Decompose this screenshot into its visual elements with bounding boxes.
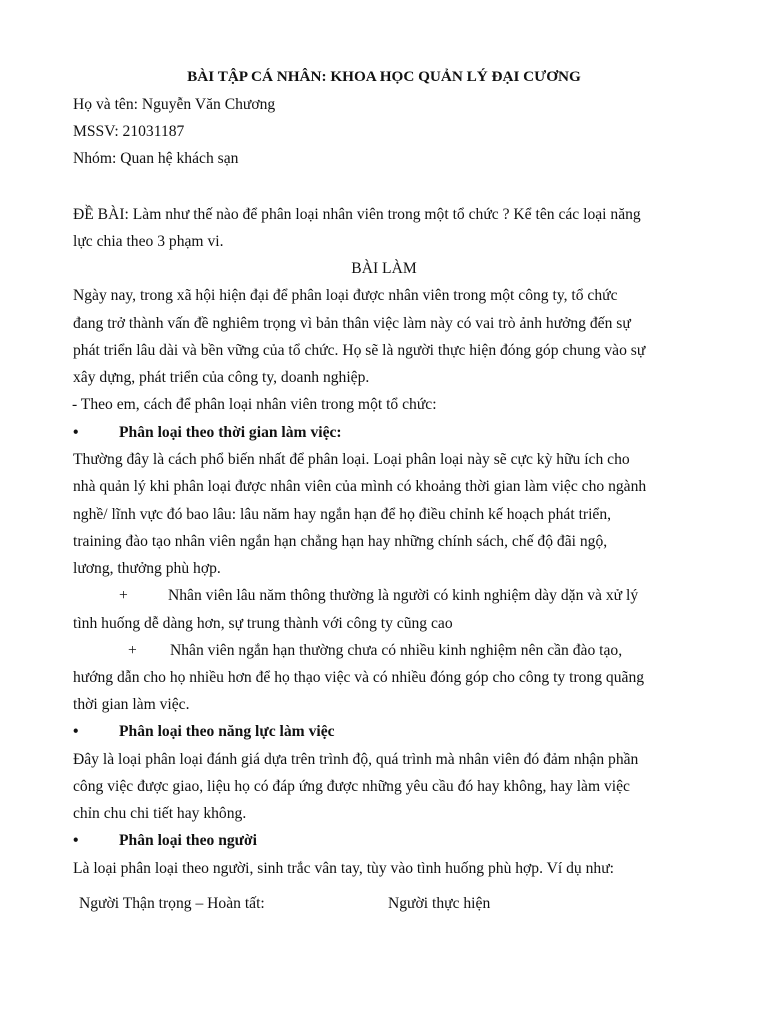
section3-bullet: •: [73, 832, 79, 849]
section2-title: Phân loại theo năng lực làm việc: [119, 723, 335, 740]
document-title: BÀI TẬP CÁ NHÂN: KHOA HỌC QUẢN LÝ ĐẠI CƯƠNG: [187, 68, 581, 85]
type-left-label: Người Thận trọng – Hoàn tất:: [79, 895, 265, 912]
lead-line: - Theo em, cách để phân loại nhân viên trong một tổ chức:: [72, 396, 437, 413]
student-id-line: MSSV: 21031187: [73, 123, 185, 140]
section1-body-line-1: Thường đây là cách phổ biến nhất để phân loại. Loại phân loại này sẽ cực kỳ hữu ích cho: [73, 451, 630, 468]
sub2-plus: +: [128, 642, 137, 659]
section2-bullet: •: [73, 723, 79, 740]
assignment-line-1: ĐỀ BÀI: Làm như thế nào để phân loại nhân viên trong một tổ chức ? Kể tên các loại năng: [73, 206, 641, 223]
sub1-line-1: Nhân viên lâu năm thông thường là người có kinh nghiệm dày dặn và xử lý: [168, 587, 639, 604]
section1-title: Phân loại theo thời gian làm việc:: [119, 424, 342, 441]
intro-line-2: đang trở thành vấn đề nghiêm trọng vì bản thân việc làm này có vai trò ảnh hưởng đến sự: [73, 315, 631, 332]
section3-body-line-1: Là loại phân loại theo người, sinh trắc vân tay, tùy vào tình huống phù hợp. Ví dụ như:: [73, 860, 614, 877]
section2-body-line-1: Đây là loại phân loại đánh giá dựa trên trình độ, quá trình mà nhân viên đó đảm nhận phần: [73, 751, 639, 768]
section2-body-line-3: chỉn chu chi tiết hay không.: [73, 805, 247, 822]
section3-title: Phân loại theo người: [119, 832, 257, 849]
sub2-line-1: Nhân viên ngắn hạn thường chưa có nhiều kinh nghiệm nên cần đào tạo,: [170, 642, 623, 659]
section1-body-line-5: lương, thưởng phù hợp.: [73, 560, 221, 577]
sub2-line-2: hướng dẫn cho họ nhiều hơn để họ thạo việc và có nhiều đóng góp cho công ty trong quãng: [73, 669, 645, 686]
section1-body-line-4: training đào tạo nhân viên ngắn hạn chẳng hạn hay những chính sách, chế độ đãi ngộ,: [73, 533, 608, 550]
section1-body-line-3: nghề/ lĩnh vực đó bao lâu: lâu năm hay ngắn hạn để họ điều chỉnh kế hoạch phát triển,: [73, 506, 612, 523]
name-line: Họ và tên: Nguyễn Văn Chương: [73, 96, 276, 113]
section1-bullet: •: [73, 424, 79, 441]
intro-line-1: Ngày nay, trong xã hội hiện đại để phân loại được nhân viên trong một công ty, tổ chức: [73, 287, 618, 304]
section2-body-line-2: công việc được giao, liệu họ có đáp ứng được những yêu cầu đó hay không, hay làm việc: [73, 778, 630, 795]
sub1-plus: +: [119, 587, 128, 604]
group-line: Nhóm: Quan hệ khách sạn: [73, 150, 239, 167]
type-right-label: Người thực hiện: [388, 895, 491, 912]
sub1-line-2: tình huống dễ dàng hơn, sự trung thành với công ty cũng cao: [73, 615, 453, 632]
intro-line-3: phát triển lâu dài và bền vững của tổ chức. Họ sẽ là người thực hiện đóng góp chung vào sự: [73, 342, 646, 359]
answer-heading: BÀI LÀM: [351, 260, 417, 277]
sub2-line-3: thời gian làm việc.: [73, 696, 190, 713]
section1-body-line-2: nhà quản lý khi phân loại được nhân viên của mình có khoảng thời gian làm việc cho ngành: [73, 478, 647, 495]
assignment-line-2: lực chia theo 3 phạm vi.: [73, 233, 224, 250]
intro-line-4: xây dựng, phát triển của công ty, doanh nghiệp.: [73, 369, 370, 386]
